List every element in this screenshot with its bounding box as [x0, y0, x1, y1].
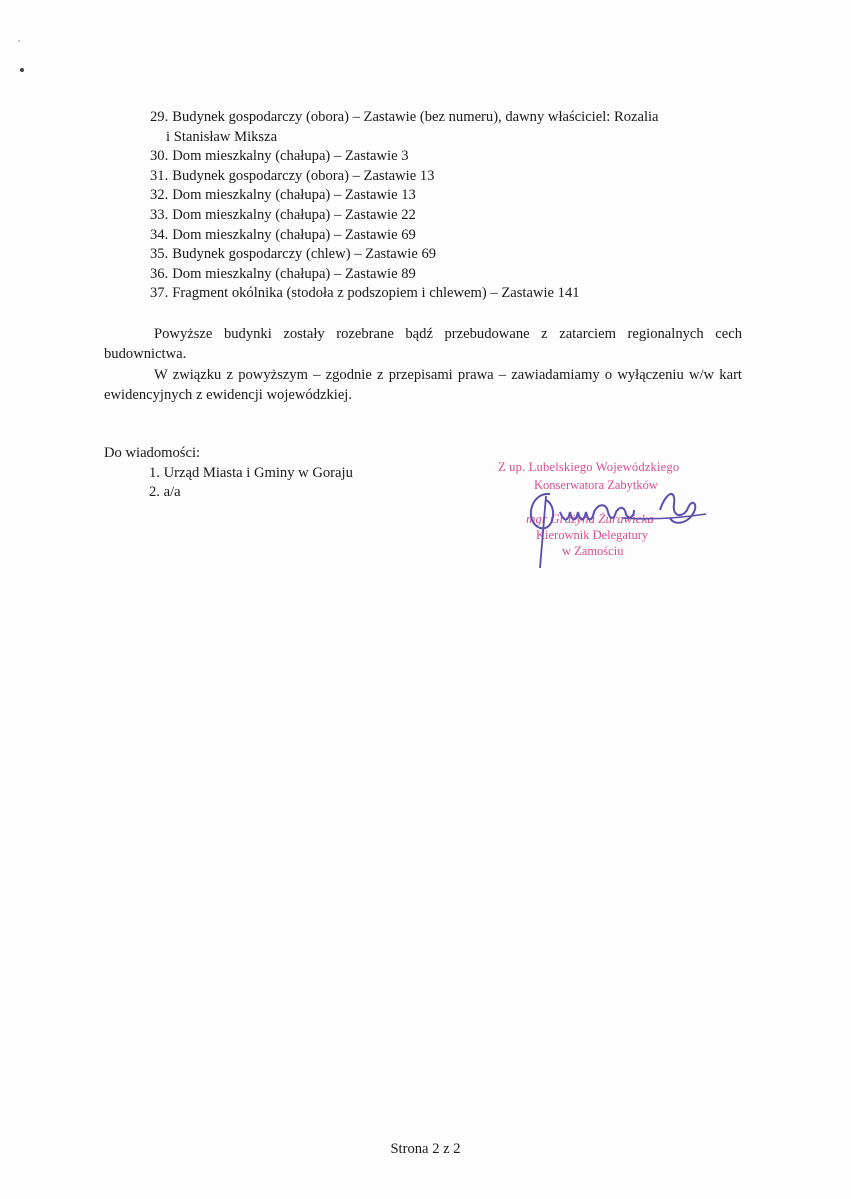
- list-item: 33. Dom mieszkalny (chałupa) – Zastawie 22: [150, 206, 416, 223]
- paragraph-demolition: Powyższe budynki zostały rozebrane bądź przebudowane z zatarciem regionalnych cech budownictwa.: [104, 326, 742, 362]
- page-number: Strona 2 z 2: [390, 1141, 461, 1157]
- recipients-block: [104, 444, 353, 503]
- stamp-line: Kierownik Delegatury: [536, 528, 649, 542]
- stamp-line: w Zamościu: [562, 544, 624, 558]
- list-item: 37. Fragment okólnika (stodoła z podszopiem i chlewem) – Zastawie 141: [150, 285, 580, 302]
- paragraph-notice: W związku z powyższym – zgodnie z przepisami prawa – zawiadamiamy o wyłączeniu w/w kart ewidencyjnych z ewidencji wojewódzkiej.: [104, 367, 742, 403]
- list-item: 31. Budynek gospodarczy (obora) – Zastawie 13: [150, 167, 435, 184]
- page-footer: [0, 1141, 851, 1158]
- list-item: 34. Dom mieszkalny (chałupa) – Zastawie 69: [150, 226, 416, 243]
- scan-speck: [20, 68, 24, 72]
- recipient-item: 1. Urząd Miasta i Gminy w Goraju: [149, 464, 353, 481]
- recipient-item: 2. a/a: [149, 484, 181, 501]
- recipients-heading: Do wiadomości:: [104, 445, 201, 461]
- list-item: 35. Budynek gospodarczy (chlew) – Zastawie 69: [150, 246, 437, 263]
- recipients-list: [104, 464, 353, 503]
- handwritten-signature: [510, 472, 730, 572]
- scan-speck: [18, 40, 20, 42]
- stamp-line: mgr Grażyna Żurawicka: [526, 511, 654, 526]
- building-list: [150, 108, 750, 304]
- list-item: 30. Dom mieszkalny (chałupa) – Zastawie 3: [150, 148, 409, 165]
- stamp-line: Konserwatora Zabytków: [534, 478, 658, 492]
- list-item: 32. Dom mieszkalny (chałupa) – Zastawie 13: [150, 187, 416, 204]
- list-item: 29. Budynek gospodarczy (obora) – Zastawie (bez numeru), dawny właściciel: Rozalia i Stanisław Miksza: [150, 109, 659, 145]
- list-item: 36. Dom mieszkalny (chałupa) – Zastawie 89: [150, 265, 416, 282]
- stamp-line: Z up. Lubelskiego Wojewódzkiego: [498, 460, 680, 474]
